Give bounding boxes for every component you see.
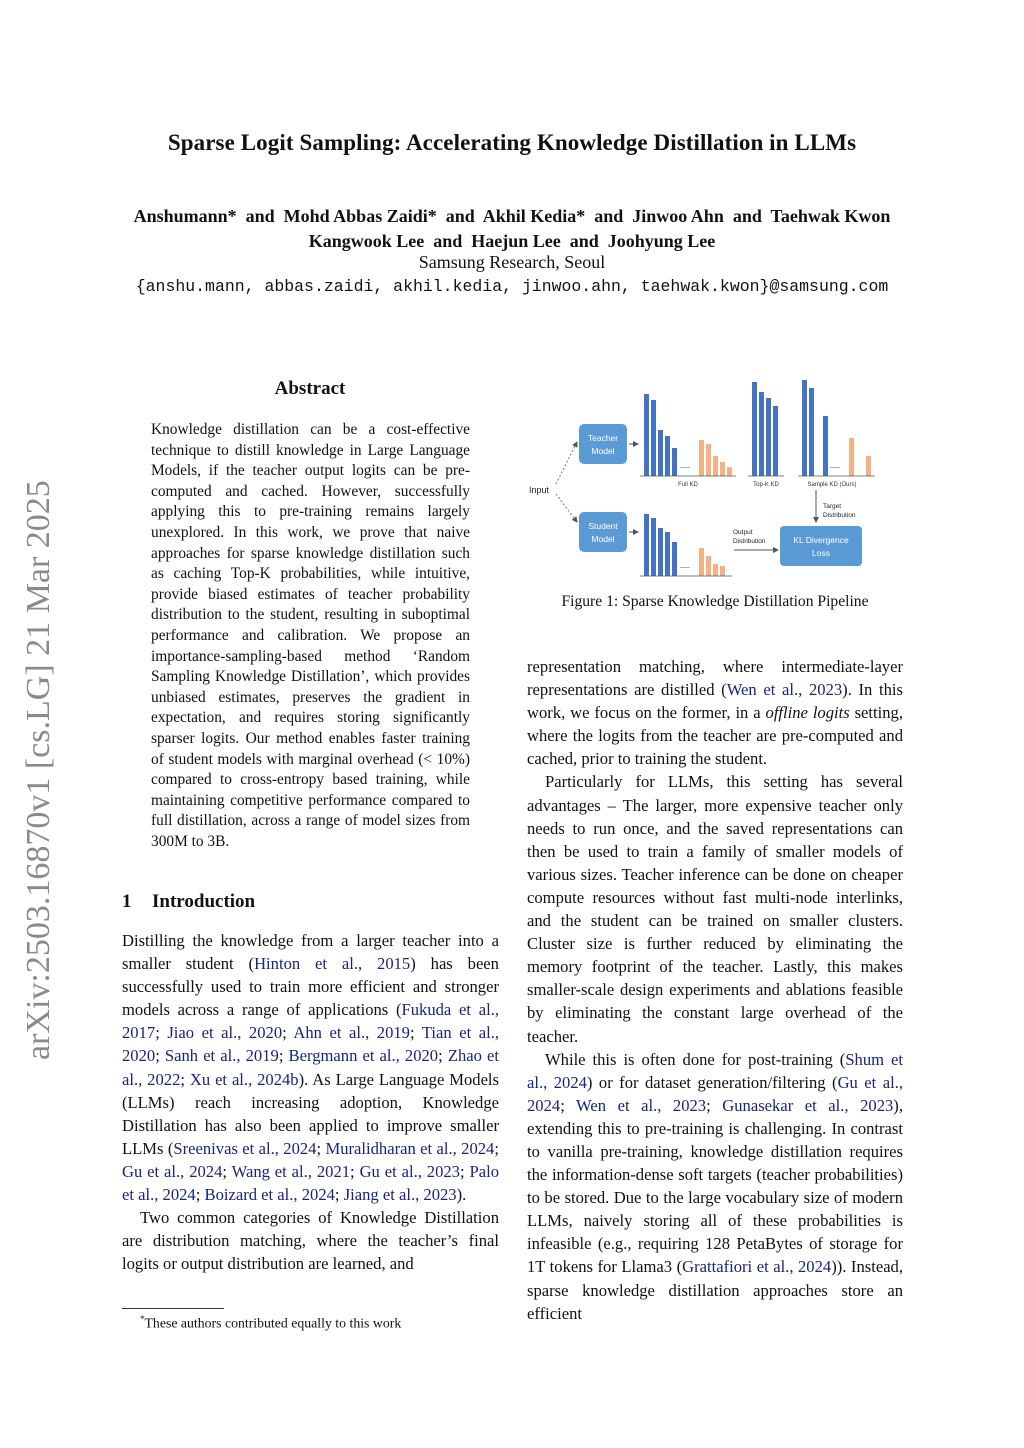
citation-link[interactable]: Xu et al., 2024b — [189, 1069, 299, 1089]
bar — [773, 406, 778, 476]
footnote-rule — [122, 1308, 224, 1309]
citation-link[interactable]: Sanh et al., 2019 — [164, 1046, 279, 1066]
footnote — [140, 1314, 401, 1332]
citation-link[interactable]: Ahn et al., 2019 — [293, 1023, 410, 1043]
teacher-label-2: Model — [591, 446, 615, 456]
bar — [665, 436, 670, 476]
author-list — [60, 204, 964, 254]
intro-paragraph-2: Two common categories of Knowledge Distillation are distribution matching, where the teacher’s final logits or output distribution are learned, and — [122, 1208, 499, 1274]
bar — [720, 566, 725, 576]
citation-link[interactable]: Jiang et al., 2023 — [343, 1185, 457, 1205]
bar — [672, 448, 677, 476]
citation-link[interactable]: Wen et al., 2023 — [726, 680, 843, 700]
topk-kd-bars — [748, 382, 784, 488]
bar — [720, 462, 725, 476]
bar — [759, 392, 764, 476]
citation-link[interactable]: Gunasekar et al., 2023 — [722, 1095, 894, 1115]
right-column-body — [527, 655, 903, 1325]
input-label: Input — [529, 485, 550, 495]
affiliation: Samsung Research, Seoul — [418, 252, 606, 272]
output-dist-label-2: Distribution — [733, 538, 766, 545]
citation-link[interactable]: Sreenivas et al., 2024 — [173, 1138, 317, 1158]
bar — [699, 548, 704, 576]
topk-kd-label: Top-K KD — [753, 482, 779, 488]
dots: ..... — [680, 461, 690, 470]
left-column-body — [122, 929, 499, 1275]
citation-link[interactable]: Boizard et al., 2024 — [204, 1185, 335, 1205]
section-number: 1 — [122, 891, 132, 912]
emphasis: offline logits — [765, 703, 850, 723]
figure-caption: Figure 1: Sparse Knowledge Distillation Pipeline — [561, 593, 869, 610]
dots: ..... — [830, 461, 840, 470]
footnote-mark: * — [140, 1314, 145, 1324]
full-kd-label: Full KD — [678, 482, 698, 488]
bar — [766, 398, 771, 476]
kl-label-1: KL Divergence — [793, 535, 849, 545]
intro-paragraph-1: Distilling the knowledge from a larger teacher into a smaller student (Hinton et al., 2015) has been successfully used to train more efficient and stronger models across a range of applications (Fukuda et al., 2017; Jiao et al., 2020; Ahn et al., 2019; Tian et al., 2020; Sanh et al., 2019; Bergmann et al., 2020; Zhao et al., 2022; Xu et al., 2024b). As Large Language Models (LLMs) reach increasing adoption, Knowledge Distillation has also been applied to improve smaller LLMs (Sreenivas et al., 2024; Muralidharan et al., 2024; Gu et al., 2024; Wang et al., 2021; Gu et al., 2023; Palo et al., 2024; Boizard et al., 2024; Jiang et al., 2023). — [122, 931, 499, 1205]
teacher-model-box — [579, 424, 627, 464]
section-heading-introduction — [122, 891, 255, 913]
bar — [802, 380, 807, 476]
output-dist-label-1: Output — [733, 529, 753, 536]
bar — [651, 400, 656, 476]
bar — [644, 394, 649, 476]
right-paragraph-2: Particularly for LLMs, this setting has several advantages – The larger, more expensive teacher only needs to run once, and the saved representations can then be used to train a family of smaller models of various sizes. Teacher inference can be done on cheaper compute resources without fast multi-node interlinks, and the student can be trained on smaller clusters. Cluster size is further reduced by eliminating the memory footprint of the teacher. Lastly, this makes smaller-scale design experiments and ablations feasible by eliminating the constant large overhead of the teacher. — [527, 772, 903, 1046]
bar — [752, 382, 757, 476]
citation-link[interactable]: Tian et al., 2020 — [122, 1023, 499, 1066]
citation-link[interactable]: Gu et al., 2024 — [122, 1161, 223, 1181]
footnote-text: These authors contributed equally to this work — [144, 1315, 402, 1331]
abstract-heading: Abstract — [274, 378, 346, 399]
citation-link[interactable]: Palo et al., 2024 — [122, 1161, 499, 1205]
abstract-body: Knowledge distillation can be a cost-effective technique to distill knowledge in Large Language Models, if the teacher output logits can be pre-computed and cached. However, successfully applying this to pre-training remains largely unexplored. In this work, we prove that naive approaches for sparse knowledge distillation such as caching Top-K probabilities, while intuitive, provide biased estimates of teacher probability distribution to the student, resulting in suboptimal performance and calibration. We propose an importance-sampling-based method ‘Random Sampling Knowledge Distillation’, which provides unbiased estimates, preserves the gradient in expectation, and requires storing significantly sparser logits. Our method enables faster training of student models with marginal overhead (< 10%) compared to cross-entropy based training, while maintaining competitive performance compared to full distillation, across a range of model sizes from 300M to 3B. — [151, 421, 470, 850]
bar — [706, 444, 711, 476]
citation-link[interactable]: Wen et al., 2023 — [576, 1095, 707, 1115]
right-paragraph-3: While this is often done for post-training (Shum et al., 2024) or for dataset generation/filtering (Gu et al., 2024; Wen et al., 2023; Gunasekar et al., 2023), extending this to pre-training is challenging. In contrast to vanilla pre-training, knowledge distillation requires the information-dense soft targets (teacher probabilities) to be stored. Due to the large vocabulary size of modern LLMs, naively storing all of these probabilities is infeasible (e.g., requiring 128 PetaBytes of storage for 1T tokens for Llama3 (Grattafiori et al., 2024)). Instead, sparse knowledge distillation approaches store an efficient — [527, 1049, 903, 1323]
bar — [665, 532, 670, 576]
student-output-bars — [640, 514, 732, 576]
full-kd-bars — [640, 394, 736, 488]
bar — [658, 430, 663, 476]
input-to-teacher-arrow — [556, 442, 577, 484]
student-model-box — [579, 512, 627, 552]
target-dist-label-1: Target — [823, 503, 842, 510]
citation-link[interactable]: Bergmann et al., 2020 — [288, 1046, 439, 1066]
kl-label-2: Loss — [812, 548, 830, 558]
bar — [809, 388, 814, 476]
bar — [672, 542, 677, 576]
citation-link[interactable]: Muralidharan et al., 2024 — [325, 1138, 495, 1158]
right-paragraph-1: representation matching, where intermediate-layer representations are distilled (Wen et al., 2023). In this work, we focus on the former, in a offline logits setting, where the logits from the teacher are pre-computed and cached, prior to training the student. — [527, 657, 903, 769]
author-emails: {anshu.mann, abbas.zaidi, akhil.kedia, jinwoo.ahn, taehwak.kwon}@samsung.com — [135, 277, 889, 296]
input-to-student-arrow — [556, 494, 577, 522]
bar — [706, 556, 711, 576]
bar — [849, 438, 854, 476]
bar — [658, 528, 663, 576]
bar — [713, 564, 718, 576]
figure-pipeline — [520, 372, 910, 582]
teacher-label-1: Teacher — [587, 433, 619, 443]
kl-loss-box — [780, 526, 862, 566]
authors-line-2: Kangwook Lee and Haejun Lee and Joohyung Lee — [308, 231, 716, 251]
citation-link[interactable]: Wang et al., 2021 — [231, 1161, 351, 1181]
citation-link[interactable]: Zhao et al., 2022 — [122, 1046, 499, 1089]
sample-kd-label: Sample KD (Ours) — [807, 482, 857, 488]
bar — [866, 456, 871, 476]
citation-link[interactable]: Shum et al., 2024 — [527, 1049, 903, 1092]
citation-link[interactable]: Fukuda et al., 2017 — [122, 1000, 499, 1043]
dots: ..... — [680, 561, 690, 570]
bar — [727, 467, 732, 476]
sample-kd-bars — [798, 380, 875, 488]
citation-link[interactable]: Gu et al., 2023 — [359, 1161, 460, 1181]
bar — [644, 514, 649, 576]
section-title: Introduction — [152, 891, 256, 912]
citation-link[interactable]: Jiao et al., 2020 — [167, 1023, 283, 1043]
bar — [713, 456, 718, 476]
authors-line-1: Anshumann* and Mohd Abbas Zaidi* and Akhil Kedia* and Jinwoo Ahn and Taehwak Kwon — [133, 206, 891, 226]
bar — [823, 416, 828, 476]
bar — [651, 518, 656, 576]
target-dist-label-2: Distribution — [823, 512, 856, 519]
paper-title: Sparse Logit Sampling: Accelerating Knowledge Distillation in LLMs — [167, 130, 857, 155]
bar — [699, 440, 704, 476]
student-label-2: Model — [591, 534, 615, 544]
student-label-1: Student — [588, 521, 618, 531]
citation-link[interactable]: Grattafiori et al., 2024 — [682, 1257, 832, 1277]
arxiv-identifier: arXiv:2503.16870v1 [cs.LG] 21 Mar 2025 — [20, 480, 57, 1060]
citation-link[interactable]: Gu et al., 2024 — [527, 1072, 903, 1115]
citation-link[interactable]: Hinton et al., 2015 — [254, 954, 411, 974]
